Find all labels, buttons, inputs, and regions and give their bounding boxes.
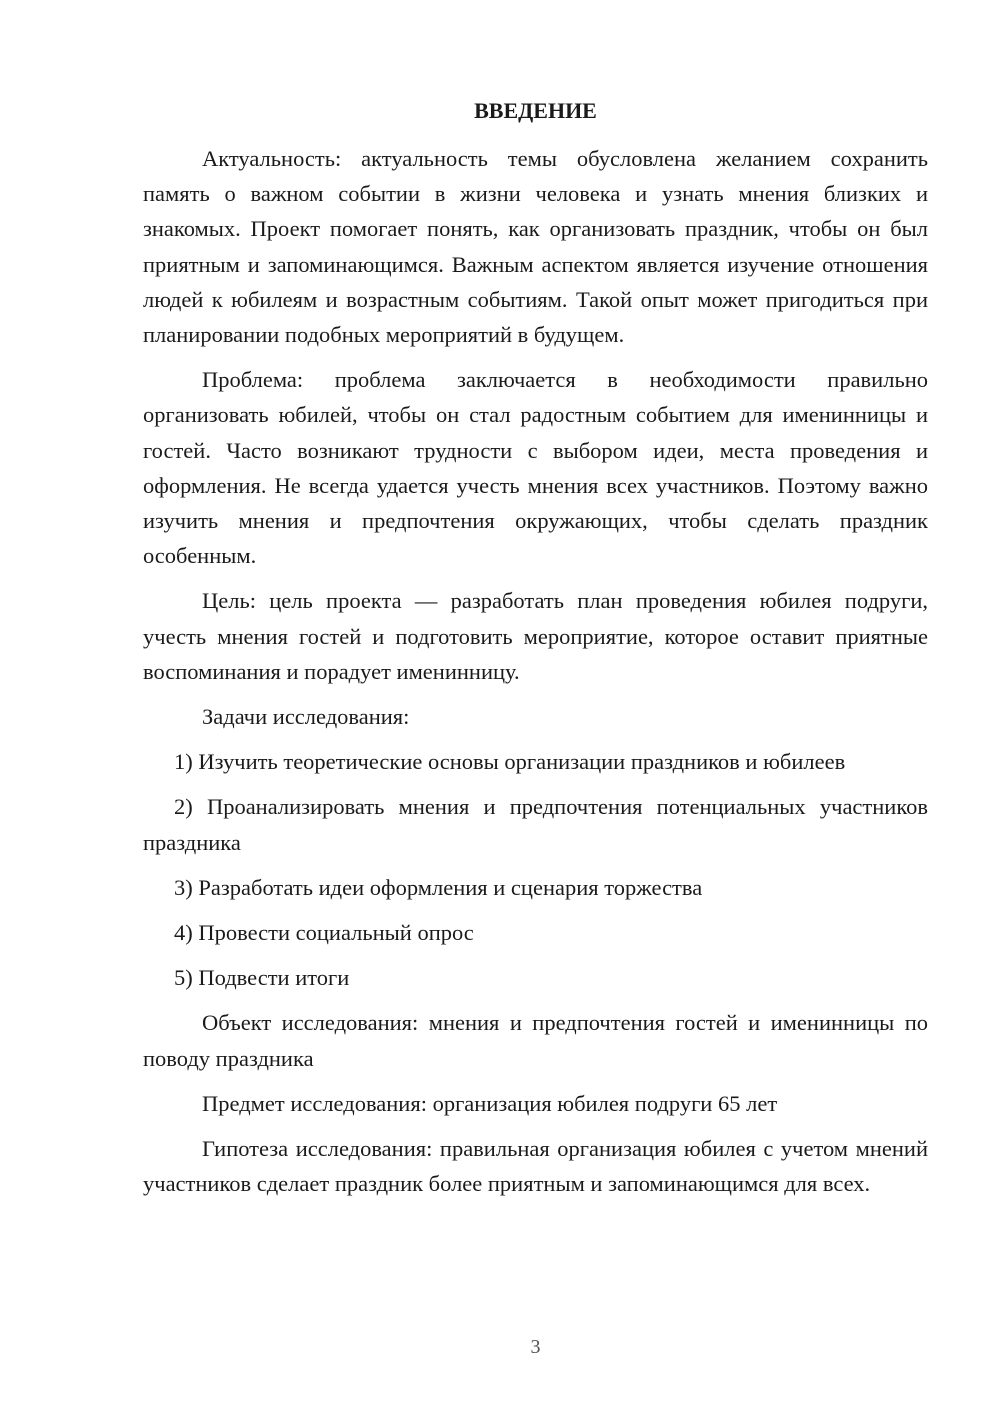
body-text — [143, 141, 928, 1211]
list-item: 4) Провести социальный опрос — [174, 920, 474, 946]
paragraph-goal: Цель: цель проекта — разработать план проведения юбилея подруги, учесть мнения гостей и подготовить мероприятие, которое оставит приятные воспоминания и порадует именинницу. — [143, 588, 928, 684]
tasks-heading: Задачи исследования: — [202, 704, 410, 730]
paragraph-object: Объект исследования: мнения и предпочтения гостей и именинницы по поводу праздника — [143, 1010, 928, 1071]
document-page — [143, 0, 928, 1414]
paragraph-subject: Предмет исследования: организация юбилея подруги 65 лет — [202, 1090, 778, 1116]
list-item: 1) Изучить теоретические основы организации праздников и юбилеев — [174, 749, 846, 775]
section-title: ВВЕДЕНИЕ — [474, 98, 597, 123]
paragraph-actuality: Актуальность: актуальность темы обусловлена желанием сохранить память о важном событии в жизни человека и узнать мнения близких и знакомых. Проект помогает понять, как организовать праздник, чтобы он был приятным и запоминающимся. Важным аспектом является изучение отношения людей к юбилеям и возрастным событиям. Такой опыт может пригодиться при планировании подобных мероприятий в будущем. — [143, 146, 928, 348]
list-item: 3) Разработать идеи оформления и сценария торжества — [174, 874, 703, 900]
list-item: 5) Подвести итоги — [174, 965, 350, 991]
paragraph-hypothesis: Гипотеза исследования: правильная организация юбилея с учетом мнений участников сделает праздник более приятным и запоминающимся для всех. — [143, 1136, 928, 1197]
list-item: 2) Проанализировать мнения и предпочтения потенциальных участников праздника — [143, 794, 928, 855]
paragraph-problem: Проблема: проблема заключается в необходимости правильно организовать юбилей, чтобы он стал радостным событием для именинницы и гостей. Часто возникают трудности с выбором идеи, места проведения и оформления. Не всегда удается учесть мнения всех участников. Поэтому важно изучить мнения и предпочтения окружающих, чтобы сделать праздник особенным. — [143, 367, 928, 569]
page-number: 3 — [530, 1336, 541, 1358]
